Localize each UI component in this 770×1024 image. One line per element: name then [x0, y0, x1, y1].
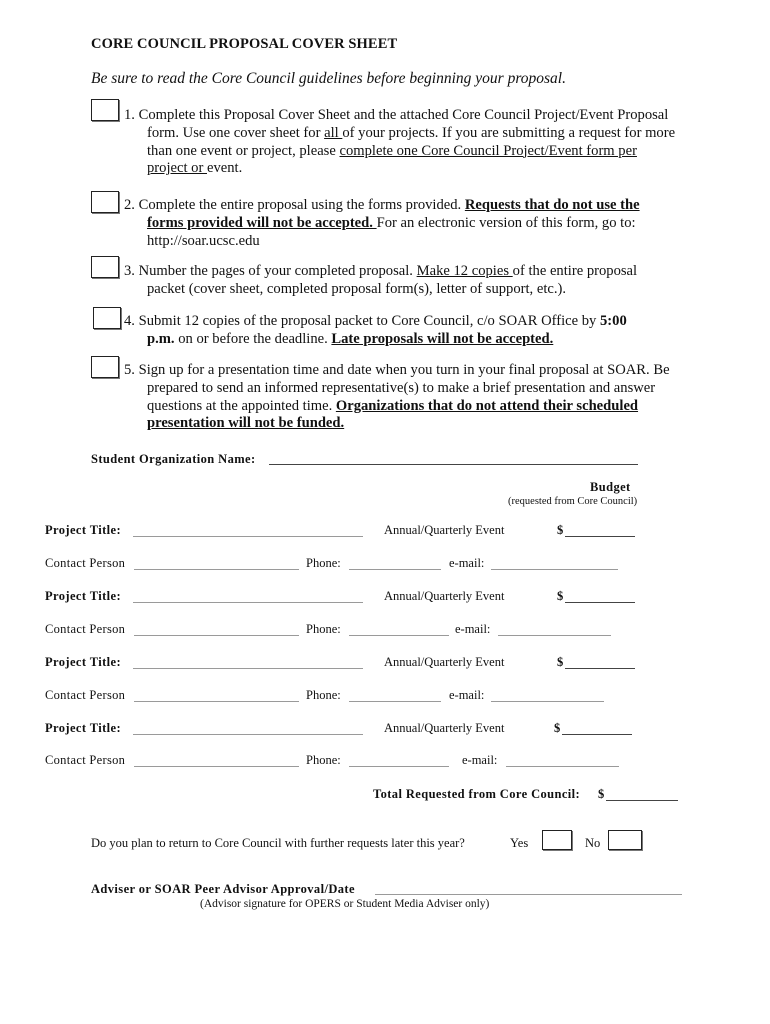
return-question: Do you plan to return to Core Council with further requests later this year?	[91, 836, 465, 850]
phone-field[interactable]	[349, 635, 449, 636]
email-field[interactable]	[491, 701, 604, 702]
phone-label: Phone:	[306, 688, 341, 702]
total-dollar-sign: $	[598, 787, 605, 801]
step-4-checkbox[interactable]	[93, 307, 121, 329]
contact-person-label: Contact Person	[45, 556, 126, 570]
project-title-label: Project Title:	[45, 655, 122, 669]
phone-field[interactable]	[349, 569, 441, 570]
phone-field[interactable]	[349, 701, 441, 702]
annual-event-label: Annual/Quarterly Event	[384, 589, 505, 603]
yes-checkbox[interactable]	[542, 830, 572, 850]
budget-label: Budget	[590, 480, 631, 494]
email-label: e-mail:	[449, 556, 485, 570]
annual-event-label: Annual/Quarterly Event	[384, 655, 505, 669]
step-2-text: 2. Complete the entire proposal using the forms provided. Requests that do not use the forms provided will not be accepted. For an electronic version of this form, go to: http://soar.ucsc.edu	[124, 197, 640, 249]
org-name-label: Student Organization Name:	[91, 452, 256, 466]
adviser-approval-label: Adviser or SOAR Peer Advisor Approval/Date	[91, 882, 355, 896]
budget-amount-field[interactable]	[565, 668, 635, 669]
project-title-field[interactable]	[133, 668, 363, 669]
project-title-label: Project Title:	[45, 721, 122, 735]
contact-person-field[interactable]	[134, 766, 299, 767]
step-3-checkbox[interactable]	[91, 256, 119, 278]
dollar-sign: $	[557, 589, 564, 603]
phone-label: Phone:	[306, 622, 341, 636]
budget-amount-field[interactable]	[565, 602, 635, 603]
step-5-text: 5. Sign up for a presentation time and date when you turn in your final proposal at SOAR. Be prepared to send an informed representative(s) to make a brief presentation and answer questions at the appointed time. Organizations that do not attend their scheduled presentation will not be funded.	[124, 362, 670, 432]
step-3-text: 3. Number the pages of your completed proposal. Make 12 copies of the entire proposal packet (cover sheet, completed proposal form(s), letter of support, etc.).	[124, 263, 638, 297]
contact-person-label: Contact Person	[45, 622, 126, 636]
step-1-text: 1. Complete this Proposal Cover Sheet and the attached Core Council Project/Event Proposal form. Use one cover sheet for all of your projects. If you are submitting a request for more than one event or project, please complete one Core Council Project/Event form per project or event.	[124, 107, 676, 177]
org-name-field[interactable]	[269, 464, 638, 465]
budget-sublabel: (requested from Core Council)	[508, 496, 638, 507]
annual-event-label: Annual/Quarterly Event	[384, 721, 505, 735]
dollar-sign: $	[554, 721, 561, 735]
contact-person-label: Contact Person	[45, 753, 126, 767]
total-amount-field[interactable]	[606, 800, 678, 801]
annual-event-label: Annual/Quarterly Event	[384, 523, 505, 537]
dollar-sign: $	[557, 523, 564, 537]
project-title-label: Project Title:	[45, 589, 122, 603]
email-label: e-mail:	[462, 753, 498, 767]
email-label: e-mail:	[455, 622, 491, 636]
project-title-field[interactable]	[133, 602, 363, 603]
step-2-checkbox[interactable]	[91, 191, 119, 213]
page-title: CORE COUNCIL PROPOSAL COVER SHEET	[91, 36, 398, 52]
contact-person-field[interactable]	[134, 635, 299, 636]
project-title-field[interactable]	[133, 734, 363, 735]
contact-person-field[interactable]	[134, 701, 299, 702]
adviser-signature-field[interactable]	[375, 894, 682, 895]
email-field[interactable]	[491, 569, 618, 570]
intro-text: Be sure to read the Core Council guidelines before beginning your proposal.	[91, 70, 566, 87]
yes-label: Yes	[510, 836, 529, 850]
project-title-label: Project Title:	[45, 523, 122, 537]
phone-label: Phone:	[306, 556, 341, 570]
total-requested-label: Total Requested from Core Council:	[373, 787, 581, 801]
dollar-sign: $	[557, 655, 564, 669]
step-5-checkbox[interactable]	[91, 356, 119, 378]
budget-amount-field[interactable]	[562, 734, 632, 735]
adviser-note: (Advisor signature for OPERS or Student Media Adviser only)	[200, 898, 490, 910]
step-4-text: 4. Submit 12 copies of the proposal packet to Core Council, c/o SOAR Office by 5:00 p.m. on or before the deadline. Late proposals will not be accepted.	[124, 313, 627, 347]
project-title-field[interactable]	[133, 536, 363, 537]
email-field[interactable]	[498, 635, 611, 636]
no-checkbox[interactable]	[608, 830, 642, 850]
phone-label: Phone:	[306, 753, 341, 767]
phone-field[interactable]	[349, 766, 449, 767]
email-field[interactable]	[506, 766, 619, 767]
contact-person-field[interactable]	[134, 569, 299, 570]
step-1-checkbox[interactable]	[91, 99, 119, 121]
no-label: No	[585, 836, 601, 850]
email-label: e-mail:	[449, 688, 485, 702]
contact-person-label: Contact Person	[45, 688, 126, 702]
budget-amount-field[interactable]	[565, 536, 635, 537]
